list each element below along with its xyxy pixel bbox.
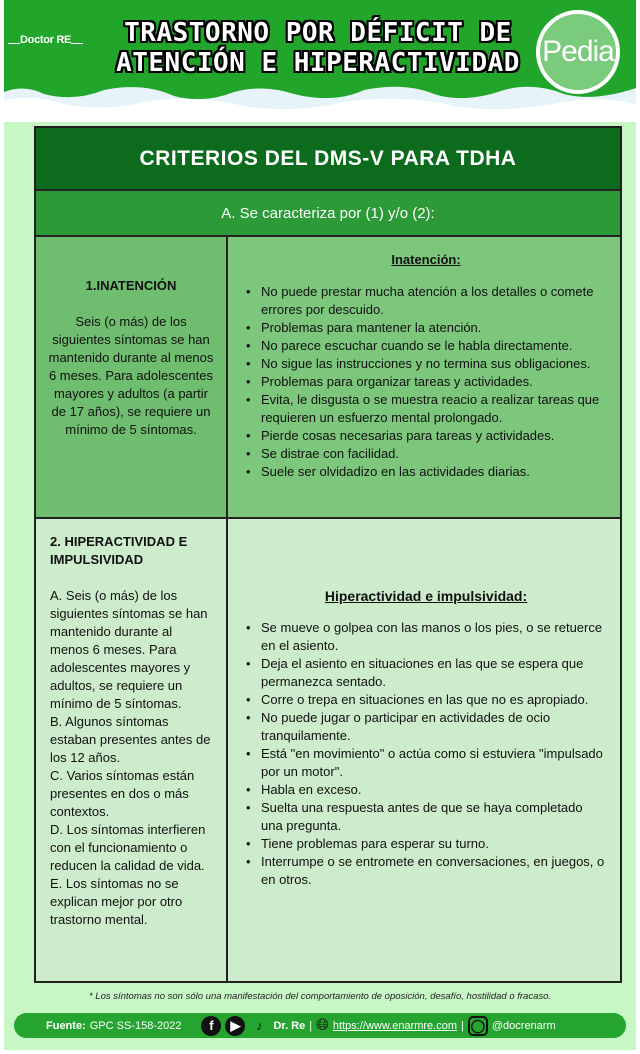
list-item: • Pierde cosas necesarias para tareas y actividades.	[246, 427, 606, 445]
instagram-icon[interactable]: ◯	[468, 1016, 488, 1036]
youtube-icon[interactable]: ▶	[225, 1016, 245, 1036]
list-item: • Problemas para mantener la atención.	[246, 319, 606, 337]
hyperactivity-list	[246, 619, 606, 889]
title-line-2: ATENCIÓN E HIPERACTIVIDAD	[116, 48, 520, 78]
inattention-list	[246, 283, 606, 481]
title-line-1: TRASTORNO POR DÉFICIT DE	[124, 18, 512, 48]
table-subtitle: A. Se caracteriza por (1) y/o (2):	[36, 191, 620, 237]
source-value: GPC SS-158-2022	[89, 1019, 182, 1032]
table-title: CRITERIOS DEL DMS-V PARA TDHA	[36, 128, 620, 191]
list-item: • Evita, le disgusta o se muestra reacio a realizar tareas que requieren un esfuerzo mental prolongado.	[246, 391, 606, 427]
hyperactivity-criteria-list	[50, 587, 214, 929]
list-item: D. Los síntomas interfieren con el funcionamiento o reducen la calidad de vida.	[50, 822, 206, 873]
page	[4, 0, 636, 1050]
list-item: • No sigue las instrucciones y no termina sus obligaciones.	[246, 355, 606, 373]
list-item: • Suele ser olvidadizo en las actividades diarias.	[246, 463, 606, 481]
instagram-handle: @docrenarm	[491, 1019, 556, 1032]
list-item: • Corre o trepa en situaciones en las que no es apropiado.	[246, 691, 606, 709]
brand-label: Dr. Re	[273, 1019, 306, 1032]
list-item: • Habla en exceso.	[246, 781, 606, 799]
doctor-re-logo	[8, 34, 83, 46]
list-item: • Está "en movimiento" o actúa como si estuviera "impulsado por un motor".	[246, 745, 606, 781]
source-label: Fuente:	[46, 1019, 86, 1032]
list-item: B. Algunos síntomas estaban presentes antes de los 12 años.	[50, 714, 211, 765]
hyperactivity-heading: Hiperactividad e impulsividad:	[324, 588, 528, 604]
website-link[interactable]: https://www.enarmre.com	[332, 1019, 458, 1032]
pedia-badge: Pedia	[536, 10, 620, 94]
list-item: • No puede jugar o participar en actividades de ocio tranquilamente.	[246, 709, 606, 745]
inattention-description: Seis (o más) de los siguientes síntomas se han mantenido durante al menos 6 meses. Para adolescentes mayores y adultos (a partir de 17 años), se requiere un mínimo de 5 síntomas.	[48, 314, 214, 437]
globe-icon: 🌐︎	[316, 1016, 329, 1034]
hyperactivity-symptoms-cell	[228, 519, 620, 981]
list-item: • Se distrae con facilidad.	[246, 445, 606, 463]
facebook-icon[interactable]: f	[201, 1016, 221, 1036]
hyperactivity-title: 2. HIPERACTIVIDAD E IMPULSIVIDAD	[50, 534, 188, 567]
hyperactivity-row	[36, 519, 620, 981]
list-item: A. Seis (o más) de los siguientes síntomas se han mantenido durante al menos 6 meses. Para adolescentes mayores y adultos, se requiere un mínimo de 5 síntomas.	[50, 588, 208, 711]
snow-divider	[4, 82, 636, 122]
list-item: • No puede prestar mucha atención a los detalles o comete errores por descuido.	[246, 283, 606, 319]
logo-text: Doctor RE	[20, 34, 72, 46]
footer-bar	[14, 1013, 626, 1038]
separator: |	[309, 1019, 313, 1032]
inattention-symptoms-cell	[228, 237, 620, 517]
list-item: C. Varios síntomas están presentes en dos o más contextos.	[50, 768, 195, 819]
list-item: • Se mueve o golpea con las manos o los pies, o se retuerce en el asiento.	[246, 619, 606, 655]
hyperactivity-criteria-cell	[36, 519, 228, 981]
list-item: • Problemas para organizar tareas y actividades.	[246, 373, 606, 391]
page-title	[108, 18, 528, 78]
list-item: • No parece escuchar cuando se le habla directamente.	[246, 337, 606, 355]
inattention-criteria-cell	[36, 237, 228, 517]
inattention-title: 1.INATENCIÓN	[85, 278, 177, 293]
tiktok-icon[interactable]: ♪	[256, 1018, 263, 1033]
inattention-row	[36, 237, 620, 519]
list-item: • Deja el asiento en situaciones en las que se espera que permanezca sentado.	[246, 655, 606, 691]
list-item: • Suelta una respuesta antes de que se haya completado una pregunta.	[246, 799, 606, 835]
list-item: E. Los síntomas no se explican mejor por otro trastorno mental.	[50, 876, 183, 927]
inattention-heading: Inatención:	[391, 252, 461, 267]
separator: |	[461, 1019, 464, 1032]
list-item: • Tiene problemas para esperar su turno.	[246, 835, 606, 853]
criteria-table	[34, 126, 622, 983]
footnote: * Los síntomas no son sólo una manifestación del comportamiento de oposición, desafío, hostilidad o fracaso.	[88, 991, 552, 1002]
list-item: • Interrumpe o se entromete en conversaciones, en juegos, o en otros.	[246, 853, 606, 889]
